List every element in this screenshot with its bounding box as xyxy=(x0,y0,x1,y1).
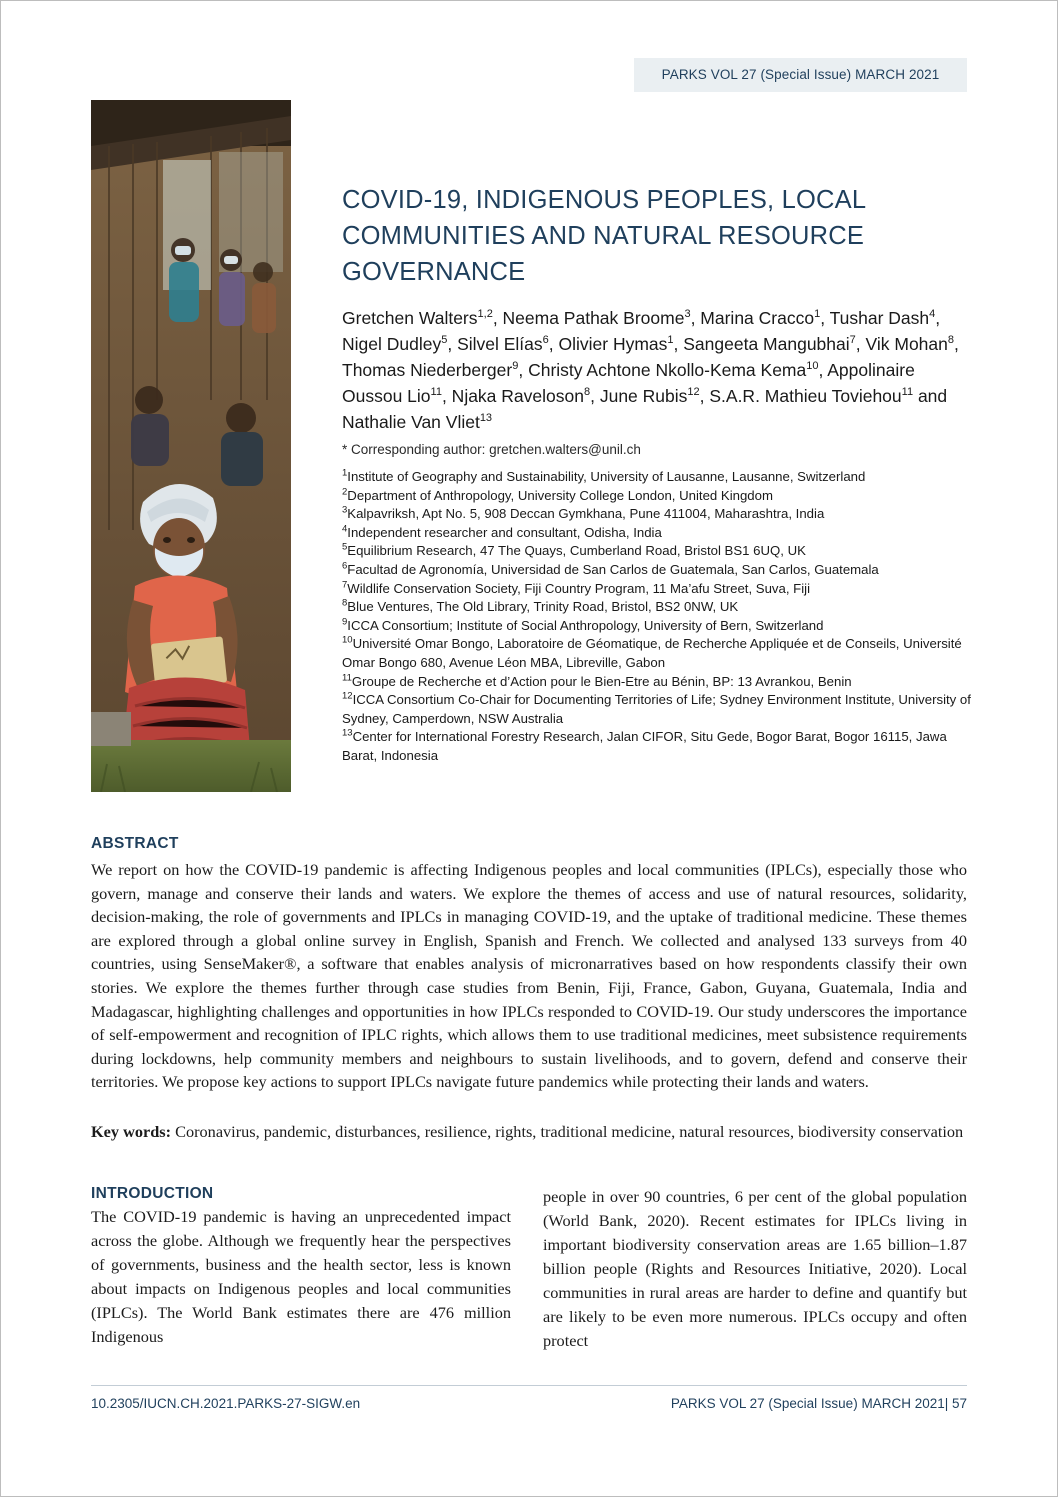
introduction-heading: INTRODUCTION xyxy=(91,1185,214,1202)
journal-header-band xyxy=(634,58,967,92)
affiliation-item: $^{10}$Université Omar Bongo, Laboratoire de Géomatique, de Recherche Appliquée et de Conseils, Université Omar Bongo 680, Avenue Léon MBA, Libreville, Gabon xyxy=(342,634,962,670)
corresponding-author: * Corresponding author: gretchen.walters@unil.ch xyxy=(342,442,641,457)
footer-page-info: PARKS VOL 27 (Special Issue) MARCH 2021| 57 xyxy=(670,1396,967,1411)
affiliation-item: $^4$Independent researcher and consultant, Odisha, India xyxy=(342,523,662,540)
affiliation-item: $^3$Kalpavriksh, Apt No. 5, 908 Deccan Gymkhana, Pune 411004, Maharashtra, India xyxy=(342,504,825,522)
affiliation-item: $^9$ICCA Consortium; Institute of Social Anthropology, University of Bern, Switzerland xyxy=(342,616,824,633)
cover-photo-illustration xyxy=(91,100,291,792)
introduction-column-right: people in over 90 countries, 6 per cent of the global population (World Bank, 2020). Recent estimates for IPLCs living in important biodiversity conservation areas are 1.65 billion–1.87 billion people (Rights and Resources Initiative, 2020). Local communities in rural areas are harder to define and quantify but are likely to be even more numerous. IPLCs occupy and often protect xyxy=(543,1187,967,1350)
author-list: Gretchen Walters$^{1,2}$, Neema Pathak Broome$^3$, Marina Cracco$^1$, Tushar Dash$^4$, Nigel Dudley$^5$, Silvel Elías$^6$, Olivier Hymas$^1$, Sangeeta Mangubhai$^7$, Vik Mohan$^8$, Thomas Niederberger$^9$, Christy Achtone Nkollo-Kema Kema$^{10}$, Appolinaire Oussou Lio$^{11}$, Njaka Raveloson$^8$, June Rubis$^{12}$, S.A.R. Mathieu Toviehou$^{11}$ and Nathalie Van Vliet$^{13}$ xyxy=(342,308,959,432)
journal-header-text: PARKS VOL 27 (Special Issue) MARCH 2021 xyxy=(661,67,940,82)
abstract-heading: ABSTRACT xyxy=(91,835,179,852)
cover-photo xyxy=(91,100,291,792)
affiliation-list xyxy=(342,468,972,766)
affiliation-item: $^8$Blue Ventures, The Old Library, Trinity Road, Bristol, BS2 0NW, UK xyxy=(342,597,739,615)
article-title: COVID-19, INDIGENOUS PEOPLES, LOCAL COMMUNITIES AND NATURAL RESOURCE GOVERNANCE xyxy=(342,186,866,287)
footer-divider xyxy=(91,1385,967,1386)
abstract-body: We report on how the COVID-19 pandemic is affecting Indigenous peoples and local communities (IPLCs), especially those who govern, manage and conserve their lands and waters. We explore the themes of access and use of natural resources, solidarity, decision-making, the role of governments and IPLCs in managing COVID-19, and the uptake of traditional medicine. These themes are explored through a global online survey in English, Spanish and French. We collected and analysed 133 surveys from 40 countries, using SenseMaker®, a software that enables analysis of micronarratives based on how respondents classify their own stories. We explore the themes further through case studies from Benin, Fiji, France, Gabon, Guyana, Guatemala, India and Madagascar, highlighting challenges and opportunities in how IPLCs responded to COVID-19. Our study underscores the importance of self-empowerment and recognition of IPLC rights, which allows them to use traditional medicines, meet subsistence requirements during lockdowns, help community members and neighbours to sustain livelihoods, and to govern, defend and conserve their territories. We propose key actions to support IPLCs navigate future pandemics while protecting their lands and waters. xyxy=(91,860,967,1092)
affiliation-item: $^{11}$Groupe de Recherche et d’Action pour le Bien-Etre au Bénin, BP: 13 Avrankou, Benin xyxy=(342,672,852,689)
affiliation-item: $^2$Department of Anthropology, University College London, United Kingdom xyxy=(342,486,773,503)
footer-doi: 10.2305/IUCN.CH.2021.PARKS-27-SIGW.en xyxy=(91,1396,361,1411)
introduction-column-left: The COVID-19 pandemic is having an unprecedented impact across the globe. Although we frequently hear the perspectives of governments, business and the health sector, less is known about impacts on Indigenous peoples and local communities (IPLCs). The World Bank estimates there are 476 million Indigenous xyxy=(91,1207,511,1346)
keywords-label: Key words: xyxy=(91,1122,172,1141)
affiliation-item: $^{12}$ICCA Consortium Co-Chair for Documenting Territories of Life; Sydney Environment Institute, University of Sydney, Camperdown, NSW Australia xyxy=(342,690,971,726)
keywords-block xyxy=(91,1120,967,1144)
affiliation-item: $^7$Wildlife Conservation Society, Fiji Country Program, 11 Ma’afu Street, Suva, Fiji xyxy=(342,579,811,596)
affiliation-item: $^6$Facultad de Agronomía, Universidad de San Carlos de Guatemala, San Carlos, Guatemala xyxy=(342,560,879,577)
affiliation-item: $^{13}$Center for International Forestry Research, Jalan CIFOR, Situ Gede, Bogor Barat, Bogor 16115, Jawa Barat, Indonesia xyxy=(342,727,947,763)
keywords-text: Coronavirus, pandemic, disturbances, resilience, rights, traditional medicine, natural resources, biodiversity conservation xyxy=(171,1122,964,1141)
affiliation-item: $^5$Equilibrium Research, 47 The Quays, Cumberland Road, Bristol BS1 6UQ, UK xyxy=(342,541,806,559)
affiliation-item: $^1$Institute of Geography and Sustainability, University of Lausanne, Lausanne, Switzerland xyxy=(342,467,866,484)
